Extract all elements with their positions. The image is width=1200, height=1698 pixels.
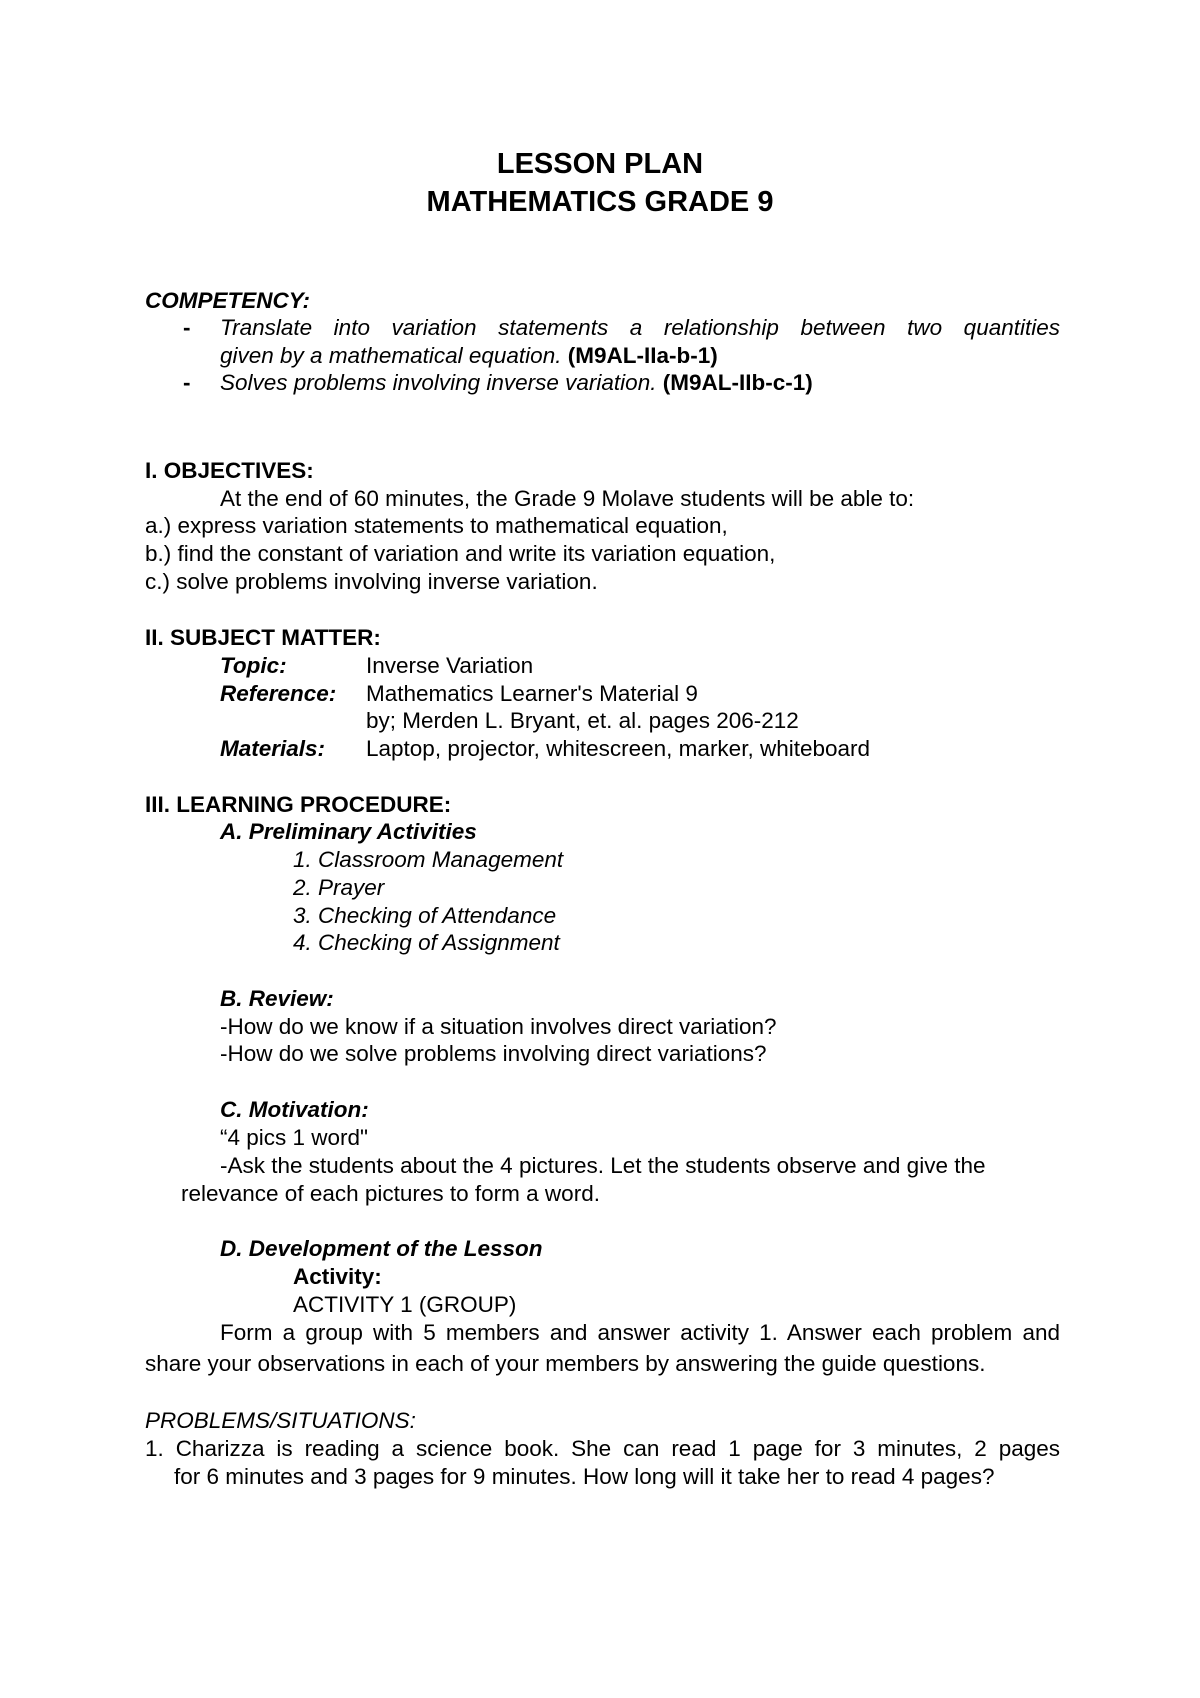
competency-code-1: (M9AL-IIa-b-1) bbox=[567, 343, 718, 368]
topic-value: Inverse Variation bbox=[366, 653, 534, 678]
review-heading: B. Review: bbox=[220, 986, 334, 1011]
preliminary-heading: A. Preliminary Activities bbox=[220, 819, 477, 844]
motivation-heading: C. Motivation: bbox=[220, 1097, 369, 1122]
competency-item-2 bbox=[220, 369, 813, 397]
topic-label: Topic: bbox=[220, 653, 287, 678]
reference-value: Mathematics Learner's Material 9 bbox=[366, 681, 698, 706]
motivation-line-1: -Ask the students about the 4 pictures. Let the students observe and give the bbox=[220, 1153, 986, 1178]
motivation-game: “4 pics 1 word" bbox=[220, 1125, 369, 1150]
procedure-heading: III. LEARNING PROCEDURE: bbox=[145, 792, 452, 817]
competency-code-2: (M9AL-IIb-c-1) bbox=[662, 370, 813, 395]
objective-item-c: c.) solve problems involving inverse variation. bbox=[145, 569, 598, 594]
preliminary-item-2: 2. Prayer bbox=[293, 875, 385, 900]
activity-name: ACTIVITY 1 (GROUP) bbox=[293, 1292, 517, 1317]
competency-item-1-line1: Translate into variation statements a relationship between two quantities bbox=[220, 315, 1060, 340]
review-item-2: -How do we solve problems involving direct variations? bbox=[220, 1041, 767, 1066]
competency-bullet: - bbox=[183, 370, 191, 395]
preliminary-item-1: 1. Classroom Management bbox=[293, 847, 564, 872]
competency-heading: COMPETENCY: bbox=[145, 288, 311, 313]
preliminary-item-3: 3. Checking of Attendance bbox=[293, 903, 557, 928]
reference-value-2: by; Merden L. Bryant, et. al. pages 206-212 bbox=[366, 708, 799, 733]
motivation-line-2: relevance of each pictures to form a word. bbox=[181, 1181, 600, 1206]
competency-item-1-text: given by a mathematical equation. bbox=[220, 343, 562, 368]
problem-1-line-1: 1. Charizza is reading a science book. She can read 1 page for 3 minutes, 2 pages bbox=[145, 1436, 1060, 1461]
subject-matter-heading: II. SUBJECT MATTER: bbox=[145, 625, 381, 650]
problem-1-line-2: for 6 minutes and 3 pages for 9 minutes. How long will it take her to read 4 pages? bbox=[174, 1464, 995, 1489]
reference-label: Reference: bbox=[220, 681, 337, 706]
problems-heading: PROBLEMS/SITUATIONS: bbox=[145, 1408, 416, 1433]
development-heading: D. Development of the Lesson bbox=[220, 1236, 543, 1261]
review-item-1: -How do we know if a situation involves direct variation? bbox=[220, 1014, 777, 1039]
competency-item-2-text: Solves problems involving inverse variation. bbox=[220, 370, 657, 395]
page-subtitle: MATHEMATICS GRADE 9 bbox=[426, 186, 774, 218]
objectives-heading: I. OBJECTIVES: bbox=[145, 458, 314, 483]
activity-instructions-line-2: share your observations in each of your members by answering the guide questions. bbox=[145, 1351, 986, 1376]
objective-item-a: a.) express variation statements to mathematical equation, bbox=[145, 513, 728, 538]
objective-item-b: b.) find the constant of variation and write its variation equation, bbox=[145, 541, 776, 566]
objectives-intro: At the end of 60 minutes, the Grade 9 Molave students will be able to: bbox=[220, 486, 915, 511]
activity-instructions-line-1: Form a group with 5 members and answer activity 1. Answer each problem and bbox=[220, 1320, 1060, 1345]
materials-label: Materials: bbox=[220, 736, 326, 761]
page-title: LESSON PLAN bbox=[496, 148, 704, 180]
preliminary-item-4: 4. Checking of Assignment bbox=[293, 930, 560, 955]
activity-label: Activity: bbox=[293, 1264, 382, 1289]
materials-value: Laptop, projector, whitescreen, marker, whiteboard bbox=[366, 736, 871, 761]
competency-bullet: - bbox=[183, 315, 191, 340]
competency-item-1-line2 bbox=[220, 342, 718, 370]
